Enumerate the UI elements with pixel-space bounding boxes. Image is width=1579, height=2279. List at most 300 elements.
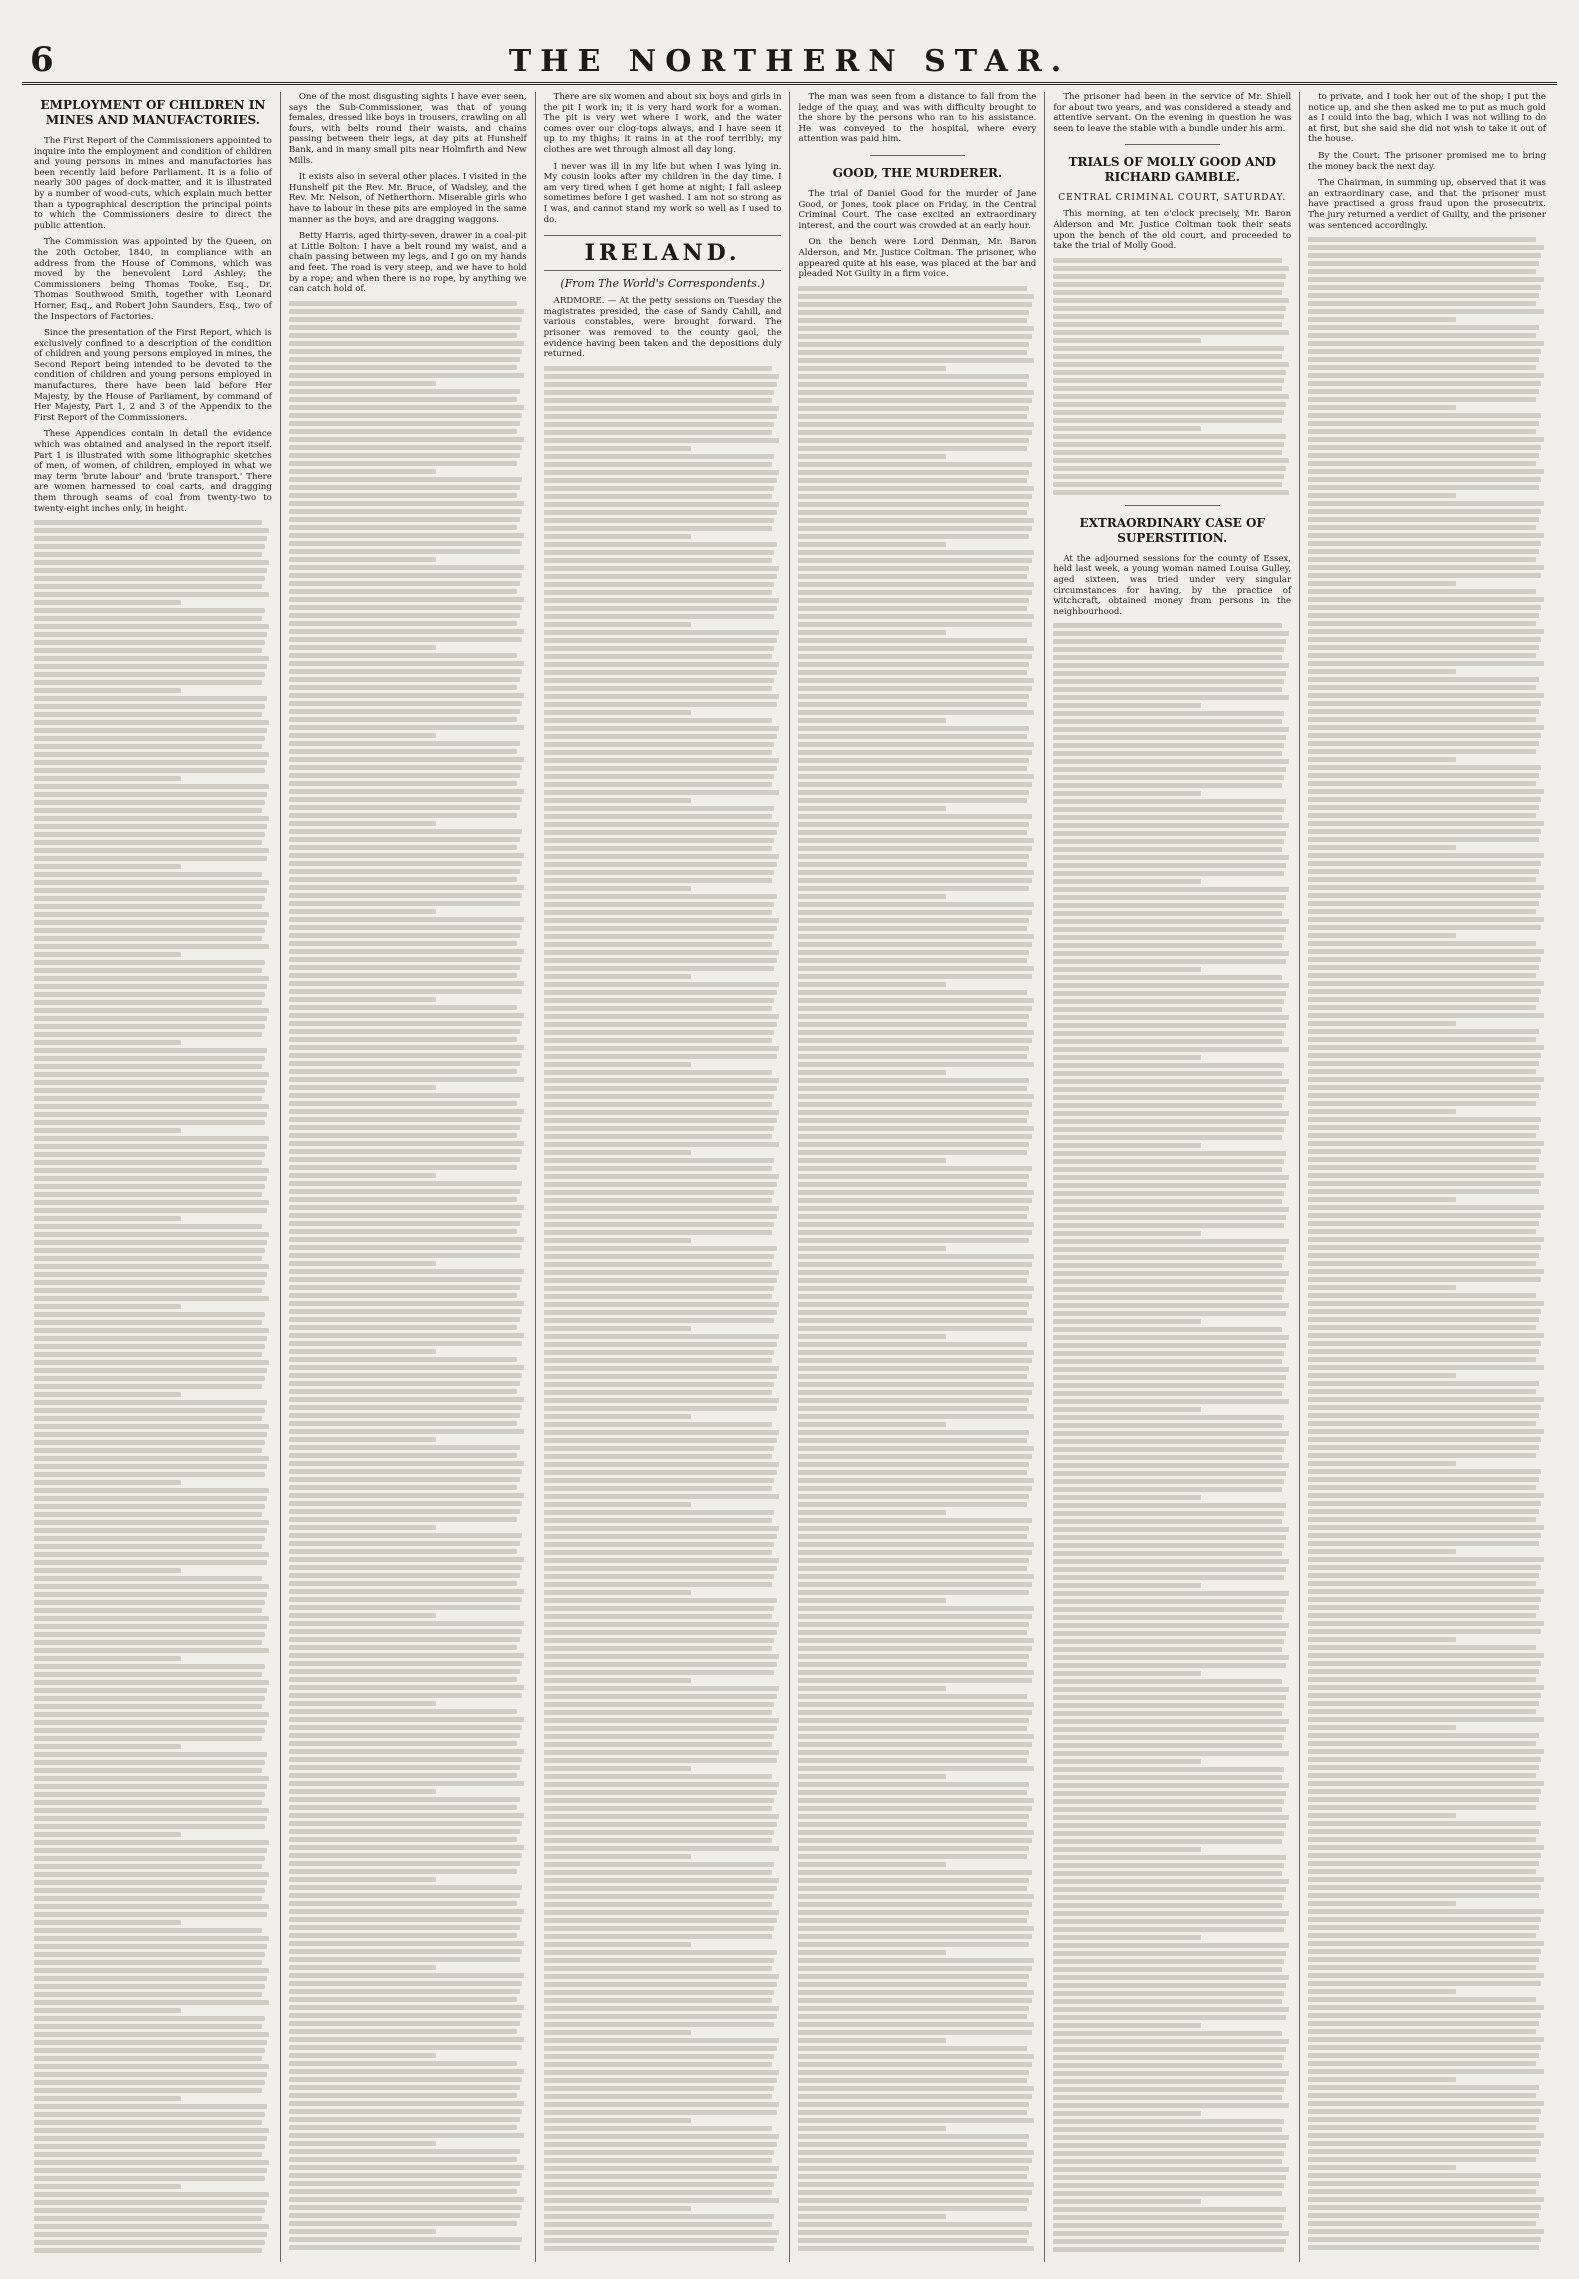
print-line — [1308, 1085, 1541, 1090]
print-line — [1308, 1381, 1539, 1386]
print-line — [544, 966, 775, 971]
print-line — [544, 910, 772, 915]
print-line — [1053, 1175, 1288, 1180]
print-line — [1053, 1983, 1286, 1988]
print-line — [1308, 1453, 1536, 1458]
print-line — [34, 1744, 181, 1749]
print-line — [1308, 653, 1536, 658]
print-line — [289, 941, 517, 946]
print-line — [1308, 1637, 1455, 1642]
print-line — [798, 774, 1033, 779]
print-line — [798, 990, 1026, 995]
print-line — [798, 1902, 1031, 1907]
article-paragraph: The prisoner had been in the service of Mr. Shiell for about two years, and was considered a steady and attentive servant. On the evening in question he was seen to leave the stable with a bundle under his arm. — [1053, 92, 1292, 134]
print-line — [289, 2165, 524, 2170]
print-line — [798, 366, 945, 371]
print-line — [34, 1200, 269, 1205]
print-line — [1308, 301, 1536, 306]
print-line — [34, 1912, 267, 1917]
print-line — [34, 1520, 269, 1525]
print-line — [1308, 405, 1455, 410]
print-line — [1053, 2127, 1281, 2132]
print-line — [798, 1014, 1029, 1019]
print-line — [1053, 711, 1284, 716]
print-line — [798, 574, 1026, 579]
print-line — [1308, 573, 1541, 578]
print-line — [34, 1360, 269, 1365]
print-line — [798, 1118, 1026, 1123]
print-line — [34, 1848, 267, 1853]
print-line — [544, 510, 777, 515]
print-line — [798, 2150, 1033, 2155]
print-line — [798, 974, 1031, 979]
print-line — [1308, 1197, 1455, 1202]
print-line — [544, 670, 777, 675]
print-line — [544, 1246, 777, 1251]
print-line — [1308, 1981, 1541, 1986]
print-line — [34, 720, 269, 725]
print-line — [34, 888, 267, 893]
print-line — [798, 710, 1033, 715]
print-line — [1308, 2141, 1541, 2146]
print-line — [1053, 895, 1286, 900]
print-line — [289, 325, 520, 330]
print-line — [798, 582, 1033, 587]
print-line — [544, 2094, 772, 2099]
print-line — [1308, 2245, 1539, 2250]
print-line — [1308, 701, 1541, 706]
print-line — [1053, 1951, 1286, 1956]
article-paragraph: Since the presentation of the First Report, which is exclusively confined to a description of the condition of children and young persons employed in mines, the Second Report being intended to be devoted to the condition of children and young persons employed in manufactures, there have been laid before Her Majesty, by the House of Parliament, by command of Her Majesty, Part 1, 2 and 3 of the Appendix to the First Report of the Commissioners. — [34, 328, 272, 423]
print-line — [798, 654, 1031, 659]
print-line — [544, 1750, 779, 1755]
print-line — [1053, 2103, 1288, 2108]
print-line — [798, 678, 1033, 683]
print-line — [544, 830, 777, 835]
print-line — [544, 550, 775, 555]
article-heading-children-mines: EMPLOYMENT OF CHILDREN IN MINES AND MANUFACTORIES. — [40, 98, 266, 127]
print-line — [798, 1198, 1031, 1203]
print-line — [34, 1104, 269, 1109]
section-divider — [1125, 144, 1220, 145]
print-line — [34, 1376, 265, 1381]
print-line — [1308, 1613, 1536, 1618]
print-line — [798, 814, 1031, 819]
print-line — [34, 704, 265, 709]
print-line — [1053, 655, 1281, 660]
print-line — [798, 1166, 1031, 1171]
print-line — [798, 1046, 1029, 1051]
print-line — [544, 1494, 779, 1499]
print-line — [544, 1814, 779, 1819]
print-line — [798, 1846, 1029, 1851]
print-line — [544, 1878, 779, 1883]
print-line — [798, 358, 1033, 363]
print-line — [544, 1694, 777, 1699]
print-line — [289, 365, 517, 370]
print-line — [544, 2214, 775, 2219]
print-line — [289, 1869, 517, 1874]
print-line — [1053, 2159, 1281, 2164]
print-line — [1053, 1935, 1200, 1940]
print-line — [34, 664, 267, 669]
print-line — [544, 814, 772, 819]
print-line — [798, 1862, 945, 1867]
print-line — [544, 1390, 772, 1395]
print-line — [798, 742, 1033, 747]
print-line — [1308, 1037, 1536, 1042]
print-line — [1308, 429, 1536, 434]
print-line — [544, 1590, 691, 1595]
print-line — [798, 1334, 945, 1339]
print-line — [1308, 2237, 1541, 2242]
print-line — [544, 678, 775, 683]
print-line — [289, 1701, 436, 1706]
print-line — [1053, 2207, 1286, 2212]
print-line — [798, 2062, 1031, 2067]
print-line — [289, 1685, 524, 1690]
print-line — [34, 1808, 269, 1813]
print-line — [1308, 1301, 1543, 1306]
print-line — [1053, 1975, 1288, 1980]
print-line — [544, 1430, 779, 1435]
print-line — [544, 2062, 772, 2067]
print-line — [289, 629, 524, 634]
print-line — [34, 1984, 265, 1989]
print-line — [289, 837, 520, 842]
print-line — [34, 896, 265, 901]
print-line — [1308, 1965, 1536, 1970]
print-line — [544, 790, 779, 795]
print-line — [289, 1757, 522, 1762]
print-line — [798, 1646, 1031, 1651]
print-line — [34, 1936, 269, 1941]
print-line — [1308, 2085, 1539, 2090]
print-line — [1308, 2101, 1543, 2106]
print-line — [798, 510, 1026, 515]
print-line — [34, 1904, 269, 1909]
article-paragraph: Betty Harris, aged thirty-seven, drawer in a coal-pit at Little Bolton: I have a belt round my waist, and a chain passing between my legs, and I go on my hands and feet. The road is very steep, and we have to hold by a rope; and when there is no rope, by anything we can catch hold of. — [288, 231, 527, 295]
print-line — [544, 822, 779, 827]
print-line — [544, 1254, 775, 1259]
print-line — [34, 568, 267, 573]
print-line — [544, 622, 691, 627]
print-line — [1308, 709, 1539, 714]
print-line — [289, 349, 522, 354]
print-line — [34, 608, 265, 613]
print-line — [1308, 461, 1536, 466]
print-line — [1053, 1815, 1288, 1820]
print-line — [34, 824, 267, 829]
print-line — [289, 1677, 517, 1682]
print-line — [544, 990, 777, 995]
print-line — [1053, 1903, 1281, 1908]
print-line — [289, 1181, 522, 1186]
print-line — [1308, 1285, 1455, 1290]
print-line — [544, 558, 772, 563]
article-paragraph: I never was ill in my life but when I was lying in. My cousin looks after my children in the day time. I am very tired when I get home at night; I fall asleep sometimes before I get washed. I am not so strong as I was, and cannot stand my work so well as I used to do. — [543, 161, 782, 225]
print-line — [1308, 1837, 1536, 1842]
print-line — [798, 550, 1033, 555]
print-line — [798, 462, 1031, 467]
print-line — [544, 998, 775, 1003]
print-line — [289, 501, 524, 506]
print-line — [1053, 1391, 1281, 1396]
print-line — [1308, 2005, 1543, 2010]
print-line — [289, 341, 524, 346]
print-line — [798, 1518, 1031, 1523]
print-line — [1053, 927, 1286, 932]
print-line — [1053, 354, 1281, 359]
print-line — [798, 486, 1033, 491]
print-line — [289, 1237, 524, 1242]
print-line — [1053, 1671, 1200, 1676]
print-line — [289, 2109, 522, 2114]
print-line — [1053, 1471, 1286, 1476]
print-line — [1308, 821, 1543, 826]
print-line — [544, 1646, 772, 1651]
print-line — [798, 2030, 1031, 2035]
print-line — [289, 1269, 524, 1274]
print-line — [1053, 2039, 1288, 2044]
print-line — [1053, 1679, 1281, 1684]
print-line — [1053, 1943, 1288, 1948]
text-continuation — [544, 366, 782, 2251]
print-line — [34, 648, 262, 653]
print-line — [798, 1806, 1031, 1811]
print-line — [34, 1144, 267, 1149]
print-line — [1053, 466, 1286, 471]
print-line — [289, 861, 522, 866]
print-line — [544, 1054, 777, 1059]
print-line — [1308, 1413, 1539, 1418]
print-line — [544, 1038, 772, 1043]
print-line — [1308, 293, 1539, 298]
print-line — [1308, 917, 1543, 922]
print-line — [798, 1734, 1033, 1739]
print-line — [544, 1526, 779, 1531]
print-line — [34, 2064, 269, 2069]
print-line — [1053, 1823, 1286, 1828]
print-line — [798, 1230, 1031, 1235]
print-line — [798, 1238, 1029, 1243]
print-line — [1308, 2133, 1543, 2138]
print-line — [544, 702, 777, 707]
print-line — [289, 1069, 517, 1074]
print-line — [1053, 258, 1281, 263]
print-line — [1053, 847, 1281, 852]
print-line — [798, 838, 1033, 843]
print-line — [34, 1776, 269, 1781]
print-line — [1308, 629, 1543, 634]
print-line — [1308, 1101, 1536, 1106]
print-line — [34, 736, 265, 741]
print-line — [1053, 1167, 1281, 1172]
print-line — [289, 1637, 520, 1642]
print-line — [1308, 1349, 1539, 1354]
print-line — [1308, 1629, 1541, 1634]
print-line — [1308, 2093, 1536, 2098]
print-line — [544, 774, 775, 779]
print-line — [1053, 1143, 1200, 1148]
print-line — [544, 598, 779, 603]
print-line — [289, 1525, 436, 1530]
print-line — [34, 912, 269, 917]
print-line — [289, 1029, 520, 1034]
print-line — [798, 1558, 1029, 1563]
print-line — [1308, 1293, 1536, 1298]
print-line — [798, 1286, 1033, 1291]
print-line — [34, 1840, 269, 1845]
print-line — [289, 2029, 517, 2034]
print-line — [1053, 1639, 1284, 1644]
print-line — [289, 549, 520, 554]
print-line — [798, 350, 1026, 355]
print-line — [544, 1934, 772, 1939]
print-line — [544, 1182, 777, 1187]
print-line — [544, 758, 779, 763]
print-line — [798, 950, 1029, 955]
print-line — [544, 2078, 777, 2083]
print-line — [798, 1342, 1026, 1347]
print-line — [544, 1302, 779, 1307]
print-line — [289, 909, 436, 914]
print-line — [544, 614, 775, 619]
print-line — [1053, 775, 1284, 780]
print-line — [544, 1854, 691, 1859]
print-line — [34, 1480, 181, 1485]
print-line — [1308, 1421, 1536, 1426]
print-line — [544, 454, 775, 459]
print-line — [544, 1486, 772, 1491]
print-line — [289, 1165, 517, 1170]
print-line — [798, 1078, 1029, 1083]
print-line — [544, 2030, 691, 2035]
print-line — [544, 1518, 772, 1523]
print-line — [289, 1845, 524, 1850]
print-line — [1053, 975, 1281, 980]
print-line — [798, 2238, 1026, 2243]
print-line — [1053, 1255, 1284, 1260]
print-line — [34, 752, 269, 757]
print-line — [1308, 845, 1455, 850]
print-line — [798, 2070, 1029, 2075]
print-line — [1053, 1127, 1284, 1132]
print-line — [1053, 1111, 1288, 1116]
print-line — [798, 2054, 1033, 2059]
print-line — [544, 534, 691, 539]
print-line — [289, 2077, 522, 2082]
print-line — [289, 613, 520, 618]
print-line — [289, 1941, 524, 1946]
print-line — [1053, 2063, 1281, 2068]
print-line — [34, 1128, 181, 1133]
print-line — [34, 1768, 262, 1773]
print-line — [289, 1549, 517, 1554]
print-line — [34, 920, 267, 925]
print-line — [1053, 823, 1288, 828]
print-line — [34, 1168, 269, 1173]
print-line — [1308, 1045, 1543, 1050]
print-line — [289, 965, 520, 970]
print-line — [798, 1742, 1031, 1747]
print-line — [544, 2126, 772, 2131]
print-line — [544, 398, 772, 403]
print-line — [544, 1598, 777, 1603]
print-line — [544, 1550, 772, 1555]
print-line — [289, 773, 520, 778]
print-line — [289, 1021, 522, 1026]
print-line — [34, 1224, 262, 1229]
print-line — [1053, 1543, 1284, 1548]
print-line — [289, 741, 520, 746]
print-line — [544, 1534, 777, 1539]
print-line — [34, 1712, 269, 1717]
print-line — [1053, 1527, 1288, 1532]
print-line — [34, 1960, 262, 1965]
print-line — [1053, 1383, 1284, 1388]
print-line — [798, 750, 1031, 755]
print-line — [1053, 1767, 1284, 1772]
print-line — [1308, 1861, 1539, 1866]
print-line — [34, 1440, 265, 1445]
print-line — [289, 2061, 517, 2066]
print-line — [34, 1792, 265, 1797]
print-line — [1308, 1173, 1543, 1178]
print-line — [798, 1278, 1026, 1283]
print-line — [289, 1925, 520, 1930]
print-line — [289, 869, 520, 874]
print-line — [798, 1598, 945, 1603]
print-line — [544, 1454, 772, 1459]
print-line — [34, 1488, 269, 1493]
print-line — [1308, 1373, 1455, 1378]
column-6 — [1300, 92, 1554, 2262]
print-line — [798, 1766, 1033, 1771]
print-line — [1053, 1439, 1286, 1444]
print-line — [798, 1470, 1026, 1475]
print-line — [1308, 533, 1543, 538]
print-line — [1053, 1191, 1284, 1196]
print-line — [798, 1710, 1031, 1715]
print-line — [34, 1296, 269, 1301]
print-line — [798, 2022, 1033, 2027]
print-line — [1308, 685, 1536, 690]
print-line — [798, 1246, 945, 1251]
print-line — [1308, 661, 1543, 666]
print-line — [544, 1662, 777, 1667]
print-line — [34, 1752, 267, 1757]
print-line — [34, 1152, 265, 1157]
print-line — [1053, 855, 1288, 860]
print-line — [798, 406, 1029, 411]
print-line — [1308, 1901, 1455, 1906]
print-line — [1308, 981, 1543, 986]
print-line — [34, 1096, 262, 1101]
print-line — [1308, 933, 1455, 938]
print-line — [1053, 1575, 1284, 1580]
print-line — [1308, 997, 1539, 1002]
print-line — [798, 494, 1031, 499]
print-line — [544, 1446, 775, 1451]
print-line — [544, 1166, 772, 1171]
print-line — [1308, 2117, 1539, 2122]
print-line — [34, 784, 269, 789]
print-line — [798, 1254, 1033, 1259]
print-line — [289, 1421, 517, 1426]
print-line — [1053, 999, 1284, 1004]
print-line — [1308, 1709, 1536, 1714]
